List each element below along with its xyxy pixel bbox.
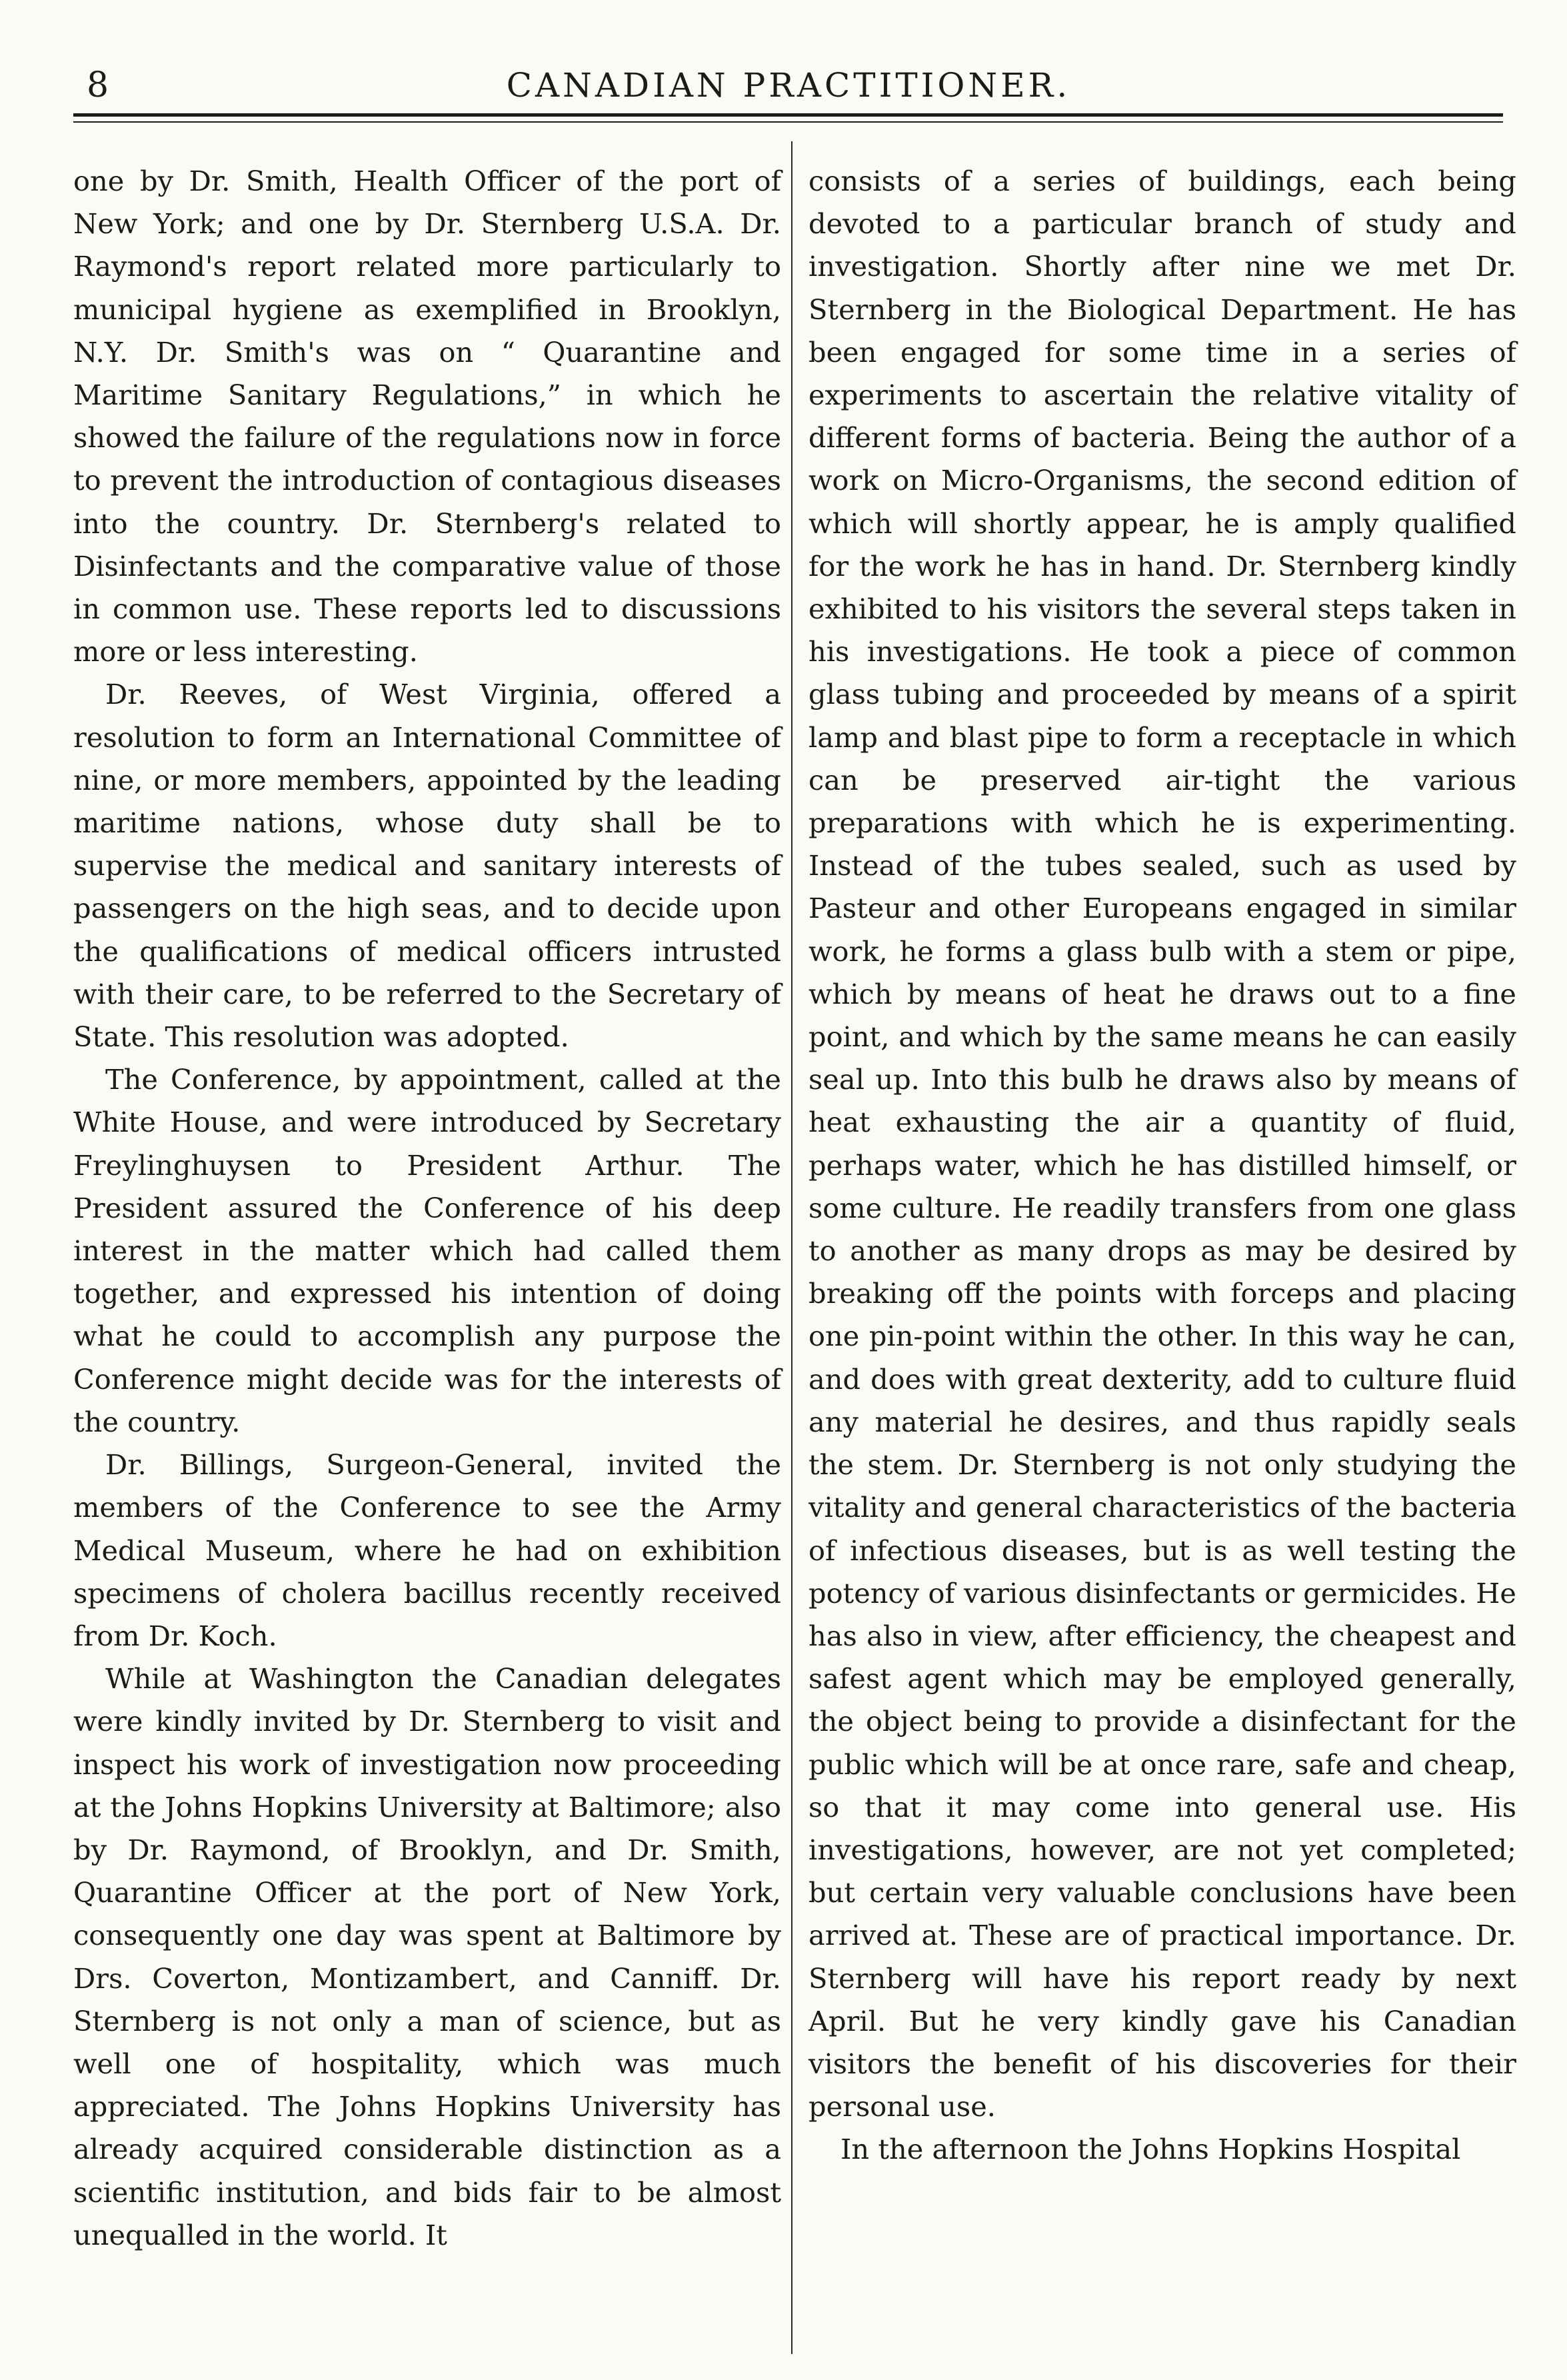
paragraph-reeves-resolution: Dr. Reeves, of West Virginia, offered a resolution to form an International Committee of nine, or more members, appointed by the leading maritime nations, whose duty shall be to supervise the medical and sanitary interests of passengers on the high seas, and to decide upon the qualifications of medical officers intrusted with their care, to be referred to the Secretary of State. This resolution was adopted. xyxy=(73,678,781,1054)
left-column xyxy=(73,160,781,2257)
page-number: 8 xyxy=(87,65,109,105)
paragraph-billings: Dr. Billings, Surgeon-General, invited the members of the Conference to see the Army Medical Museum, where he had on exhibition specimens of cholera bacillus recently received from Dr. Koch. xyxy=(73,1448,781,1652)
right-column xyxy=(808,160,1516,2171)
paragraph-reports: one by Dr. Smith, Health Officer of the port of New York; and one by Dr. Sternberg U.S.A. Dr. Raymond's report related more particularly to municipal hygiene as exemplified in Brooklyn, N.Y. Dr. Smith's was on “ Quarantine and Maritime Sanitary Regulations,” in which he showed the failure of the regulations now in force to prevent the introduction of contagious diseases into the country. Dr. Sternberg's related to Disinfectants and the comparative value of those in common use. These reports led to discussions more or less interesting. xyxy=(73,165,781,668)
column-divider xyxy=(791,141,792,2354)
paragraph-washington-visit: While at Washington the Canadian delegates were kindly invited by Dr. Sternberg to visit and inspect his work of investigation now proceeding at the Johns Hopkins University at Baltimore; also by Dr. Raymond, of Brooklyn, and Dr. Smith, Quarantine Officer at the port of New York, consequently one day was spent at Baltimore by Drs. Coverton, Montizambert, and Canniff. Dr. Sternberg is not only a man of science, but as well one of hospitality, which was much appreciated. The Johns Hopkins University has already acquired considerable distinction as a scientific institution, and bids fair to be almost unequalled in the world. It xyxy=(73,1662,781,2251)
paragraph-sternberg-lab: consists of a series of buildings, each being devoted to a particular branch of study and investigation. Shortly after nine we met Dr. Sternberg in the Biological Department. He has been engaged for some time in a series of experiments to ascertain the relative vitality of different forms of bacteria. Being the author of a work on Micro-Organisms, the second edition of which will shortly appear, he is amply qualified for the work he has in hand. Dr. Sternberg kindly exhibited to his visitors the several steps taken in his investigations. He took a piece of common glass tubing and proceeded by means of a spirit lamp and blast pipe to form a receptacle in which can be preserved air-tight the various preparations with which he is experimenting. Instead of the tubes sealed, such as used by Pasteur and other Europeans engaged in similar work, he forms a glass bulb with a stem or pipe, which by means of heat he draws out to a fine point, and which by the same means he can easily seal up. Into this bulb he draws also by means of heat exhausting the air a quantity of fluid, perhaps water, which he has distilled himself, or some culture. He readily transfers from one glass to another as many drops as may be desired by breaking off the points with forceps and placing one pin-point within the other. In this way he can, and does with great dexterity, add to culture fluid any material he desires, and thus rapidly seals the stem. Dr. Sternberg is not only studying the vitality and general characteristics of the bacteria of infectious diseases, but is as well testing the potency of various disinfectants or germicides. He has also in view, after efficiency, the cheapest and safest agent which may be employed generally, the object being to provide a disinfectant for the public which will be at once rare, safe and cheap, so that it may come into general use. His investigations, however, are not yet completed; but certain very valuable conclusions have been arrived at. These are of practical importance. Dr. Sternberg will have his report ready by next April. But he very kindly gave his Canadian visitors the benefit of his discoveries for their personal use. xyxy=(808,165,1516,2123)
header-rule-thin xyxy=(73,121,1503,123)
header-rule-thick xyxy=(73,113,1503,117)
running-head: CANADIAN PRACTITIONER. xyxy=(506,66,1071,105)
paragraph-hospital: In the afternoon the Johns Hopkins Hospital xyxy=(840,2133,1461,2166)
page-header xyxy=(79,61,1498,108)
paragraph-white-house: The Conference, by appointment, called at the White House, and were introduced by Secretary Freylinghuysen to President Arthur. The President assured the Conference of his deep interest in the matter which had called them together, and expressed his intention of doing what he could to accomplish any purpose the Conference might decide was for the interests of the country. xyxy=(73,1063,781,1438)
